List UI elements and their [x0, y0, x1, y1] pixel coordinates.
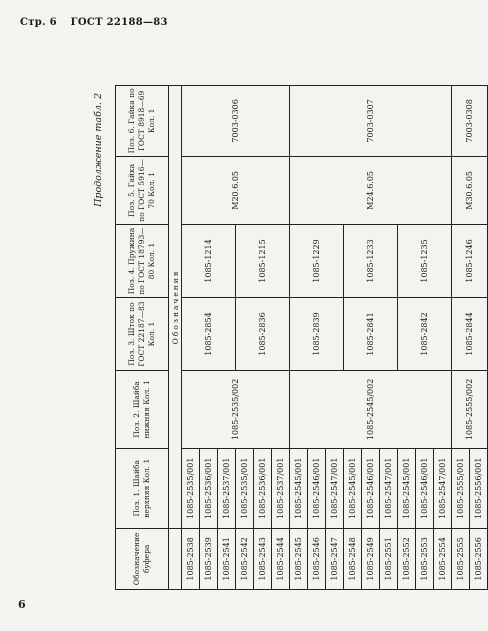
pos2-cell: 1085-2535/002 [182, 371, 290, 449]
pos1-cell: 1085-2547/001 [380, 448, 398, 528]
designation-label: Обозначения [169, 86, 182, 529]
pos1-cell: 1085-2547/001 [326, 448, 344, 528]
pos5-cell: М20.6.05 [182, 156, 290, 224]
pos5-cell: М24.6.05 [290, 156, 452, 224]
pos4-cell: 1085-1215 [236, 225, 290, 298]
table-row [182, 86, 200, 590]
buffer-cell: 1085-2544 [272, 528, 290, 589]
buffer-cell: 1085-2547 [326, 528, 344, 589]
pos4-cell: 1085-1235 [398, 225, 452, 298]
pos3-cell: 1085-2836 [236, 298, 290, 371]
pos1-cell: 1085-2537/001 [218, 448, 236, 528]
table-body [169, 86, 488, 590]
pos1-cell: 1085-2546/001 [362, 448, 380, 528]
pos1-cell: 1085-2555/001 [452, 448, 470, 528]
pos3-cell: 1085-2842 [398, 298, 452, 371]
buffer-cell: 1085-2548 [344, 528, 362, 589]
pos4-cell: 1085-1233 [344, 225, 398, 298]
buffer-cell: 1085-2554 [434, 528, 452, 589]
page-label: Стр. 6 [20, 17, 57, 28]
buffer-cell: 1085-2545 [290, 528, 308, 589]
buffer-cell: 1085-2553 [416, 528, 434, 589]
buffer-cell: 1085-2551 [380, 528, 398, 589]
pos3-cell: 1085-2841 [344, 298, 398, 371]
spacer-cell [169, 528, 182, 589]
buffer-cell: 1085-2552 [398, 528, 416, 589]
buffer-cell: 1085-2542 [236, 528, 254, 589]
pos1-cell: 1085-2546/001 [416, 448, 434, 528]
pos1-cell: 1085-2545/001 [398, 448, 416, 528]
table-row [452, 86, 470, 590]
buffer-cell: 1085-2546 [308, 528, 326, 589]
buffer-cell: 1085-2543 [254, 528, 272, 589]
table-header-row [116, 86, 169, 590]
pos1-cell: 1085-2545/001 [344, 448, 362, 528]
pos2-cell: 1085-2545/002 [290, 371, 452, 449]
pos1-cell: 1085-2536/001 [200, 448, 218, 528]
buffer-cell: 1085-2549 [362, 528, 380, 589]
table-caption: Продолжение табл. 2 [93, 93, 104, 207]
pos5-cell: М30.6.05 [452, 156, 488, 224]
pos1-cell: 1085-2545/001 [290, 448, 308, 528]
column-header: Поз. 3. Шток по ГОСТ 22187—83 Кол. 1 [116, 298, 169, 371]
pos6-cell: 7003-0308 [452, 86, 488, 157]
buffer-cell: 1085-2555 [452, 528, 470, 589]
column-header: Обозначение буфера [116, 528, 169, 589]
column-header: Поз. 6. Гайка по ГОСТ 8918—69 Кол. 1 [116, 86, 169, 157]
pos3-cell: 1085-2854 [182, 298, 236, 371]
pos1-cell: 1085-2536/001 [254, 448, 272, 528]
pos6-cell: 7003-0306 [182, 86, 290, 157]
pos1-cell: 1085-2535/001 [182, 448, 200, 528]
buffer-cell: 1085-2539 [200, 528, 218, 589]
pos4-cell: 1085-1246 [452, 225, 488, 298]
parts-table [115, 85, 488, 590]
pos1-cell: 1085-2556/001 [470, 448, 488, 528]
column-header: Поз. 4. Пружина по ГОСТ 18793—80 Кол. 1 [116, 225, 169, 298]
column-header: Поз. 5. Гайка по ГОСТ 5916—70 Кол. 1 [116, 156, 169, 224]
pos6-cell: 7003-0307 [290, 86, 452, 157]
pos3-cell: 1085-2839 [290, 298, 344, 371]
designation-row [169, 86, 182, 590]
column-header: Поз. 2. Шайба нижняя Кол. 1 [116, 371, 169, 449]
column-header: Поз. 1. Шайба верхняя Кол. 1 [116, 448, 169, 528]
standard-label: ГОСТ 22188—83 [70, 17, 168, 28]
pos4-cell: 1085-1229 [290, 225, 344, 298]
pos2-cell: 1085-2555/002 [452, 371, 488, 449]
buffer-cell: 1085-2538 [182, 528, 200, 589]
buffer-cell: 1085-2541 [218, 528, 236, 589]
pos1-cell: 1085-2535/001 [236, 448, 254, 528]
pos1-cell: 1085-2537/001 [272, 448, 290, 528]
table-row [290, 86, 308, 590]
pos1-cell: 1085-2546/001 [308, 448, 326, 528]
buffer-cell: 1085-2556 [470, 528, 488, 589]
rotated-table-container [93, 85, 483, 590]
pos3-cell: 1085-2844 [452, 298, 488, 371]
pos4-cell: 1085-1214 [182, 225, 236, 298]
pos1-cell: 1085-2547/001 [434, 448, 452, 528]
page-header [20, 17, 178, 28]
page-number: 6 [18, 598, 26, 611]
